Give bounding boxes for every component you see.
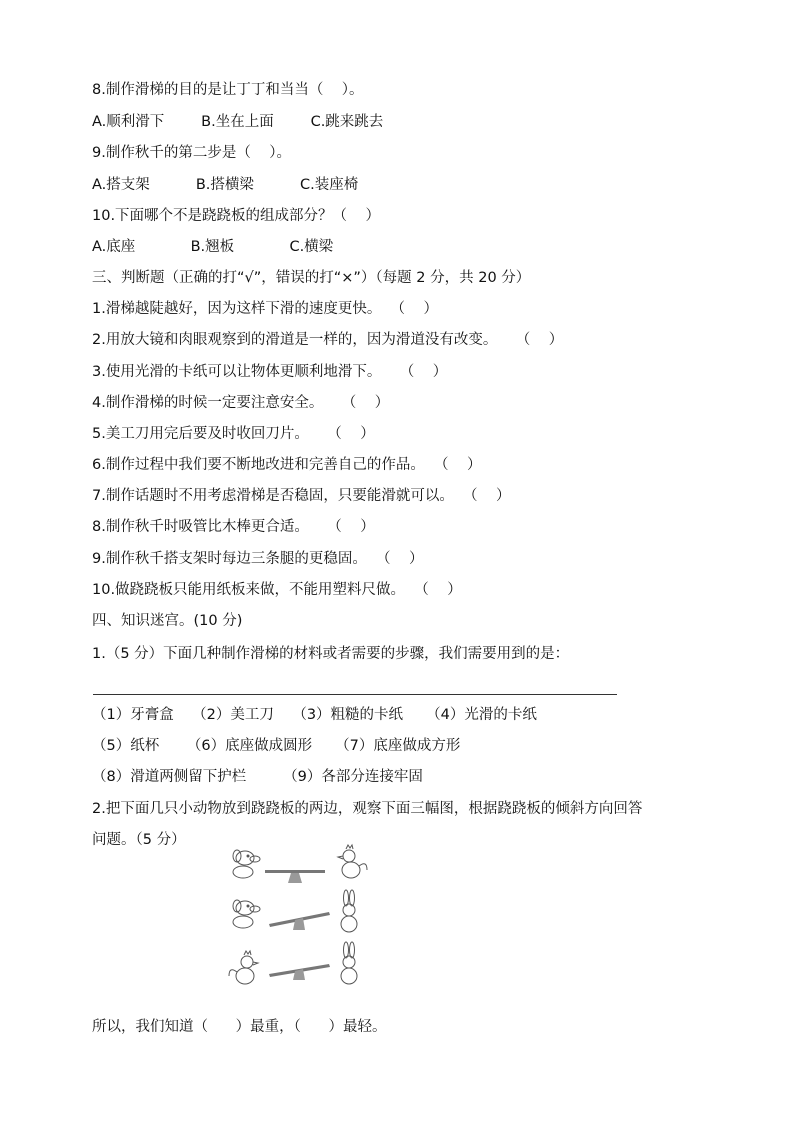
judge-item-2: 2.用放大镜和肉眼观察到的滑道是一样的，因为滑道没有改变。 （ ） [92,332,564,348]
maze-question-2-stem-line-1: 2.把下面几只小动物放到跷跷板的两边，观察下面三幅图，根据跷跷板的倾斜方向回答 [92,801,643,817]
maze-options-row-2: （5）纸杯 （6）底座做成圆形 （7）底座做成方形 [92,738,461,754]
question-10-stem: 10.下面哪个不是跷跷板的组成部分？（ ） [92,208,380,224]
maze-question-2-stem-line-2: 问题。（5 分） [92,832,186,848]
dog-icon [233,900,260,928]
rooster-icon [338,845,367,878]
rooster-icon [229,951,258,984]
seesaw-icon [265,870,325,883]
rabbit-icon [341,942,357,984]
dog-icon [233,850,260,878]
maze-options-row-3: （8）滑道两侧留下护栏 （9）各部分连接牢固 [92,769,423,785]
answer-line [93,694,617,695]
section-3-heading: 三、判断题（正确的打“√”，错误的打“×”）（每题 2 分，共 20 分） [92,270,531,286]
seesaw-icon [269,912,330,930]
question-9-options: A.搭支架 B.搭横梁 C.装座椅 [92,177,359,193]
question-8-options: A.顺利滑下 B.坐在上面 C.跳来跳去 [92,114,384,130]
maze-options-row-1: （1）牙膏盒 （2）美工刀 （3）粗糙的卡纸 （4）光滑的卡纸 [92,707,537,723]
seesaw-figure [225,840,375,1000]
section-4-heading: 四、知识迷宫。(10 分) [92,613,243,629]
judge-item-1: 1.滑梯越陡越好，因为这样下滑的速度更快。 （ ） [92,301,438,317]
rabbit-icon [341,890,357,932]
maze-question-2-answer: 所以，我们知道（ ）最重，（ ）最轻。 [92,1019,387,1035]
question-8-stem: 8.制作滑梯的目的是让丁丁和当当（ ）。 [92,82,364,98]
question-10-options: A.底座 B.翘板 C.横梁 [92,239,334,255]
seesaw-row-3 [229,942,357,984]
seesaw-row-1 [233,845,367,883]
judge-item-6: 6.制作过程中我们要不断地改进和完善自己的作品。 （ ） [92,457,482,473]
judge-item-5: 5.美工刀用完后要及时收回刀片。 （ ） [92,426,375,442]
seesaw-row-2 [233,890,357,932]
seesaw-icon [269,964,330,980]
judge-item-9: 9.制作秋千搭支架时每边三条腿的更稳固。 （ ） [92,551,424,567]
judge-item-8: 8.制作秋千时吸管比木棒更合适。 （ ） [92,519,375,535]
judge-item-7: 7.制作话题时不用考虑滑梯是否稳固，只要能滑就可以。 （ ） [92,488,511,504]
maze-question-1-stem: 1.（5 分）下面几种制作滑梯的材料或者需要的步骤，我们需要用到的是： [92,646,570,662]
question-9-stem: 9.制作秋千的第二步是（ ）。 [92,145,292,161]
judge-item-4: 4.制作滑梯的时候一定要注意安全。 （ ） [92,395,390,411]
judge-item-10: 10.做跷跷板只能用纸板来做，不能用塑料尺做。 （ ） [92,582,462,598]
judge-item-3: 3.使用光滑的卡纸可以让物体更顺利地滑下。 （ ） [92,364,448,380]
